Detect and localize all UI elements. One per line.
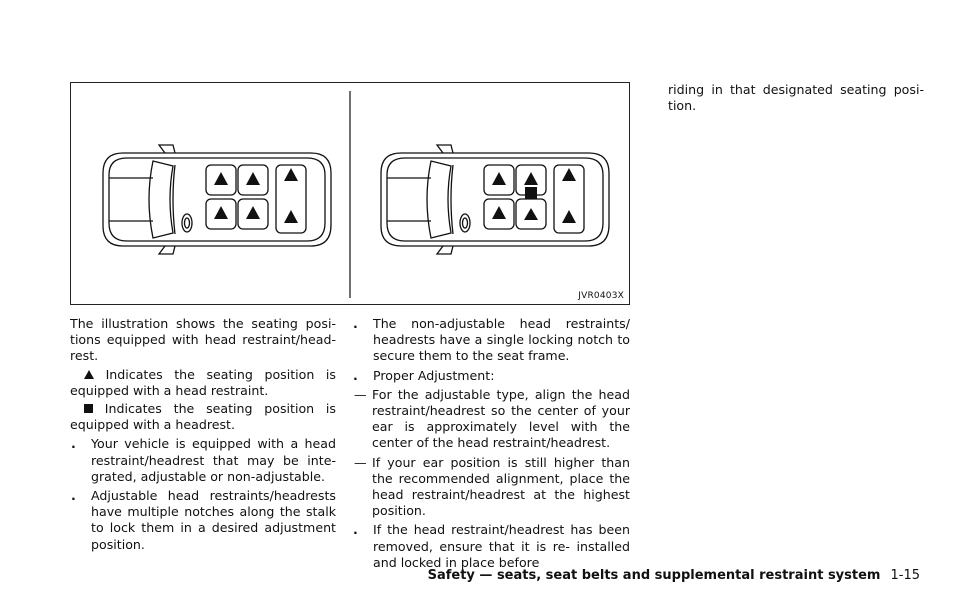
steering-wheel [182, 214, 192, 232]
dash-glyph: — [354, 454, 367, 470]
steering-wheel-hub [463, 218, 468, 228]
head-restraint-triangle-marker [284, 168, 298, 181]
sub-item [354, 387, 630, 452]
head-restraint-triangle-marker [284, 210, 298, 223]
legend-triangle [70, 367, 336, 399]
column-1 [70, 316, 336, 553]
sub-item-text: For the adjustable type, align the head restraint/headrest so the center of your ear is approximately level with the center of the head restraint/headrest. [372, 386, 630, 451]
head-restraint-triangle-marker [524, 172, 538, 185]
head-restraint-triangle-marker [492, 172, 506, 185]
bullet-text: Your vehicle is equipped with a head restraint/headrest that may be inte- grated, adjustable or non-adjustable. [91, 436, 336, 484]
mirror [437, 246, 453, 254]
legend-triangle-text: Indicates the seating position is equipped with a head restraint. [70, 366, 336, 398]
head-restraint-triangle-marker [214, 206, 228, 219]
bullet-text: Proper Adjustment: [373, 367, 495, 383]
windshield [427, 161, 451, 238]
vehicle-right-diagram [381, 145, 609, 254]
head-restraint-triangle-marker [246, 172, 260, 185]
head-restraint-triangle-marker [562, 168, 576, 181]
continued-text: riding in that designated seating posi- tion. [668, 82, 924, 114]
sub-item-text: If your ear position is still higher than the recommended alignment, place the head restraint/headrest at the highest position. [372, 454, 630, 519]
seating-diagram [71, 83, 629, 304]
bullet-glyph: . [353, 316, 358, 331]
seating-illustration [70, 82, 630, 305]
bullet-item [352, 522, 630, 571]
intro-paragraph: The illustration shows the seating posi- tions equipped with head restraint/head- rest. [70, 316, 336, 364]
bullet-item [352, 316, 630, 365]
head-restraint-triangle-marker [524, 208, 538, 220]
section-title: Safety — seats, seat belts and supplemental restraint system [427, 568, 881, 583]
bullet-item [70, 488, 336, 553]
dashboard [173, 165, 175, 234]
legend-square [70, 401, 336, 433]
dash-glyph: — [354, 386, 367, 402]
mirror [159, 145, 175, 153]
legend-square-text: Indicates the seating position is equipped with a headrest. [70, 401, 336, 433]
bullet-text: Adjustable head restraints/headrests have multiple notches along the stalk to lock them in a desired adjustment position. [91, 488, 336, 552]
bullet-glyph: . [71, 436, 76, 452]
head-restraint-triangle-marker [562, 210, 576, 223]
headrest-square-icon [84, 404, 93, 413]
bullet-glyph: . [353, 367, 358, 383]
dashboard [451, 165, 453, 234]
vehicle-left-diagram [103, 145, 331, 254]
head-restraint-triangle-icon [84, 370, 94, 379]
page-footer [428, 568, 920, 583]
mirror [159, 246, 175, 254]
bullet-text: The non-adjustable head restraints/ headrests have a single locking notch to secure them to the seat frame. [373, 316, 630, 364]
page-number: 1-15 [890, 568, 920, 583]
head-restraint-triangle-marker [492, 206, 506, 219]
column-2 [352, 316, 630, 571]
head-restraint-triangle-marker [246, 206, 260, 219]
mirror [437, 145, 453, 153]
steering-wheel [460, 214, 470, 232]
sub-item [354, 455, 630, 520]
headrest-square-marker [525, 187, 537, 199]
figure-code: JVR0403X [578, 291, 624, 301]
bullet-item [70, 436, 336, 485]
head-restraint-triangle-marker [214, 172, 228, 185]
bullet-glyph: . [71, 488, 76, 504]
column-3 [668, 82, 924, 114]
bullet-glyph: . [353, 522, 358, 538]
windshield [149, 161, 173, 238]
steering-wheel-hub [185, 218, 190, 228]
bullet-item [352, 368, 630, 384]
bullet-text: If the head restraint/headrest has been removed, ensure that it is re- installed and locked in place before [373, 522, 630, 570]
